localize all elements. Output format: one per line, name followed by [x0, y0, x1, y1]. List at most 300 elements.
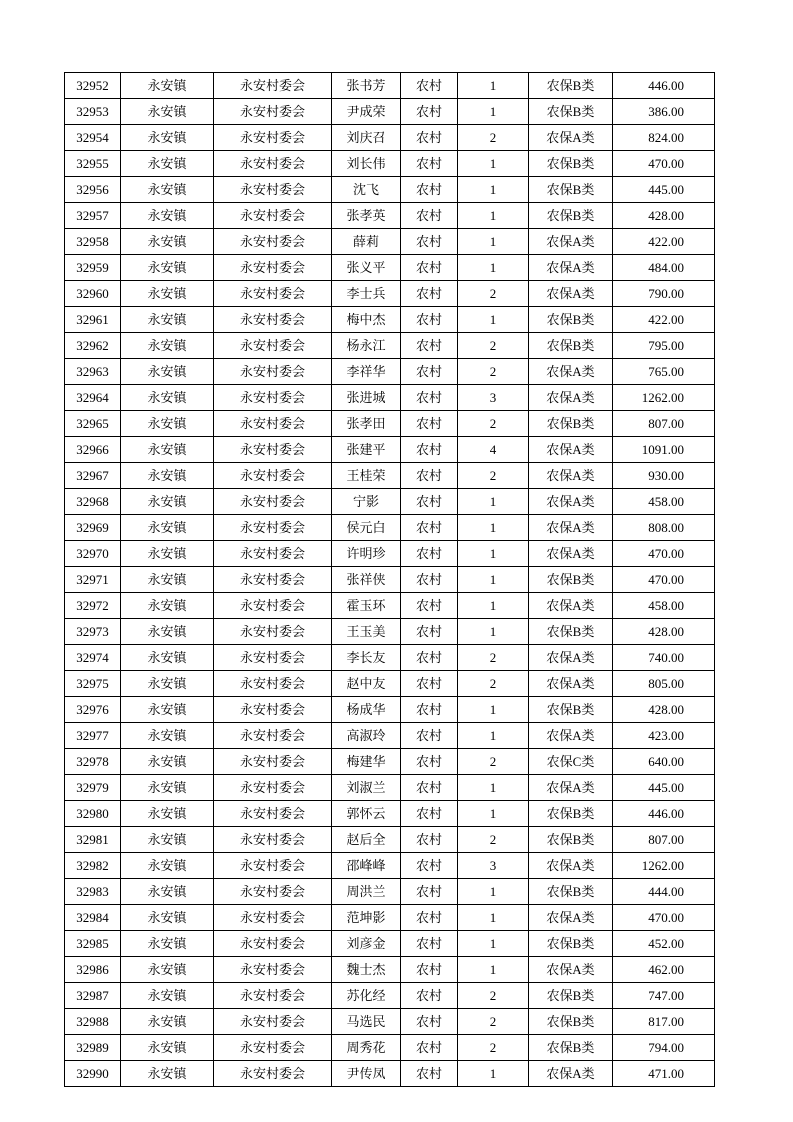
cell-id: 32967	[65, 463, 121, 489]
cell-amount: 817.00	[613, 1009, 715, 1035]
cell-id: 32985	[65, 931, 121, 957]
cell-name: 刘淑兰	[332, 775, 401, 801]
cell-village: 永安村委会	[214, 801, 332, 827]
cell-amount: 386.00	[613, 99, 715, 125]
cell-name: 刘长伟	[332, 151, 401, 177]
cell-id: 32990	[65, 1061, 121, 1087]
cell-category: 农保A类	[529, 775, 613, 801]
cell-count: 1	[458, 879, 529, 905]
cell-name: 宁影	[332, 489, 401, 515]
cell-count: 1	[458, 619, 529, 645]
cell-residence: 农村	[401, 905, 458, 931]
cell-id: 32958	[65, 229, 121, 255]
cell-amount: 445.00	[613, 177, 715, 203]
cell-village: 永安村委会	[214, 463, 332, 489]
cell-amount: 765.00	[613, 359, 715, 385]
cell-amount: 794.00	[613, 1035, 715, 1061]
cell-town: 永安镇	[121, 827, 214, 853]
cell-village: 永安村委会	[214, 749, 332, 775]
cell-name: 王玉美	[332, 619, 401, 645]
table-row	[65, 879, 715, 905]
cell-id: 32971	[65, 567, 121, 593]
cell-residence: 农村	[401, 853, 458, 879]
cell-town: 永安镇	[121, 697, 214, 723]
table-body	[65, 73, 715, 1087]
cell-name: 赵后全	[332, 827, 401, 853]
cell-residence: 农村	[401, 879, 458, 905]
cell-residence: 农村	[401, 1061, 458, 1087]
cell-village: 永安村委会	[214, 177, 332, 203]
cell-count: 1	[458, 1061, 529, 1087]
cell-town: 永安镇	[121, 99, 214, 125]
cell-amount: 807.00	[613, 827, 715, 853]
cell-village: 永安村委会	[214, 515, 332, 541]
cell-name: 魏士杰	[332, 957, 401, 983]
cell-amount: 428.00	[613, 619, 715, 645]
cell-id: 32964	[65, 385, 121, 411]
cell-count: 1	[458, 151, 529, 177]
cell-count: 1	[458, 99, 529, 125]
cell-count: 2	[458, 1009, 529, 1035]
cell-amount: 458.00	[613, 593, 715, 619]
cell-amount: 422.00	[613, 229, 715, 255]
table-row	[65, 255, 715, 281]
cell-count: 1	[458, 567, 529, 593]
cell-name: 杨永江	[332, 333, 401, 359]
cell-name: 苏化经	[332, 983, 401, 1009]
cell-category: 农保B类	[529, 151, 613, 177]
cell-amount: 470.00	[613, 567, 715, 593]
cell-town: 永安镇	[121, 333, 214, 359]
cell-village: 永安村委会	[214, 931, 332, 957]
cell-id: 32976	[65, 697, 121, 723]
cell-town: 永安镇	[121, 125, 214, 151]
cell-amount: 428.00	[613, 697, 715, 723]
cell-name: 张孝英	[332, 203, 401, 229]
cell-category: 农保A类	[529, 255, 613, 281]
cell-amount: 640.00	[613, 749, 715, 775]
cell-amount: 824.00	[613, 125, 715, 151]
cell-category: 农保A类	[529, 905, 613, 931]
cell-count: 2	[458, 983, 529, 1009]
cell-amount: 428.00	[613, 203, 715, 229]
cell-category: 农保B类	[529, 99, 613, 125]
cell-village: 永安村委会	[214, 125, 332, 151]
cell-category: 农保B类	[529, 567, 613, 593]
cell-count: 2	[458, 463, 529, 489]
cell-id: 32962	[65, 333, 121, 359]
cell-residence: 农村	[401, 489, 458, 515]
cell-name: 张建平	[332, 437, 401, 463]
cell-category: 农保B类	[529, 619, 613, 645]
cell-amount: 790.00	[613, 281, 715, 307]
cell-residence: 农村	[401, 515, 458, 541]
cell-id: 32988	[65, 1009, 121, 1035]
cell-residence: 农村	[401, 385, 458, 411]
cell-count: 2	[458, 645, 529, 671]
cell-residence: 农村	[401, 307, 458, 333]
cell-amount: 458.00	[613, 489, 715, 515]
cell-residence: 农村	[401, 931, 458, 957]
cell-town: 永安镇	[121, 645, 214, 671]
cell-count: 1	[458, 957, 529, 983]
cell-residence: 农村	[401, 775, 458, 801]
table-row	[65, 827, 715, 853]
cell-amount: 470.00	[613, 151, 715, 177]
cell-category: 农保B类	[529, 931, 613, 957]
table-row	[65, 1061, 715, 1087]
cell-id: 32953	[65, 99, 121, 125]
cell-name: 张义平	[332, 255, 401, 281]
cell-amount: 1262.00	[613, 385, 715, 411]
table-row	[65, 853, 715, 879]
cell-amount: 444.00	[613, 879, 715, 905]
table-row	[65, 1035, 715, 1061]
cell-town: 永安镇	[121, 359, 214, 385]
cell-id: 32957	[65, 203, 121, 229]
cell-id: 32970	[65, 541, 121, 567]
cell-count: 2	[458, 125, 529, 151]
table-row	[65, 177, 715, 203]
cell-category: 农保A类	[529, 593, 613, 619]
table-row	[65, 645, 715, 671]
cell-village: 永安村委会	[214, 333, 332, 359]
cell-village: 永安村委会	[214, 99, 332, 125]
cell-name: 高淑玲	[332, 723, 401, 749]
cell-count: 2	[458, 281, 529, 307]
cell-amount: 484.00	[613, 255, 715, 281]
cell-count: 2	[458, 827, 529, 853]
cell-town: 永安镇	[121, 229, 214, 255]
cell-amount: 1091.00	[613, 437, 715, 463]
cell-town: 永安镇	[121, 749, 214, 775]
cell-id: 32979	[65, 775, 121, 801]
cell-village: 永安村委会	[214, 541, 332, 567]
cell-town: 永安镇	[121, 385, 214, 411]
cell-category: 农保B类	[529, 879, 613, 905]
table-row	[65, 593, 715, 619]
cell-village: 永安村委会	[214, 203, 332, 229]
cell-count: 1	[458, 515, 529, 541]
table-row	[65, 931, 715, 957]
cell-category: 农保A类	[529, 723, 613, 749]
table-row	[65, 437, 715, 463]
cell-count: 1	[458, 307, 529, 333]
cell-residence: 农村	[401, 333, 458, 359]
cell-category: 农保B类	[529, 333, 613, 359]
cell-category: 农保A类	[529, 281, 613, 307]
cell-residence: 农村	[401, 723, 458, 749]
cell-town: 永安镇	[121, 775, 214, 801]
cell-category: 农保B类	[529, 73, 613, 99]
cell-count: 1	[458, 73, 529, 99]
cell-town: 永安镇	[121, 593, 214, 619]
cell-town: 永安镇	[121, 489, 214, 515]
cell-name: 郭怀云	[332, 801, 401, 827]
cell-amount: 452.00	[613, 931, 715, 957]
table-row	[65, 203, 715, 229]
cell-category: 农保B类	[529, 411, 613, 437]
cell-name: 周秀花	[332, 1035, 401, 1061]
cell-village: 永安村委会	[214, 73, 332, 99]
cell-town: 永安镇	[121, 619, 214, 645]
cell-count: 1	[458, 931, 529, 957]
table-row	[65, 723, 715, 749]
cell-name: 范坤影	[332, 905, 401, 931]
table-row	[65, 749, 715, 775]
cell-name: 梅建华	[332, 749, 401, 775]
cell-id: 32965	[65, 411, 121, 437]
cell-id: 32977	[65, 723, 121, 749]
cell-category: 农保A类	[529, 437, 613, 463]
cell-category: 农保B类	[529, 827, 613, 853]
cell-town: 永安镇	[121, 73, 214, 99]
cell-id: 32973	[65, 619, 121, 645]
cell-id: 32959	[65, 255, 121, 281]
cell-town: 永安镇	[121, 203, 214, 229]
cell-name: 李祥华	[332, 359, 401, 385]
cell-village: 永安村委会	[214, 359, 332, 385]
cell-residence: 农村	[401, 567, 458, 593]
cell-id: 32968	[65, 489, 121, 515]
cell-category: 农保C类	[529, 749, 613, 775]
cell-name: 张孝田	[332, 411, 401, 437]
table-row	[65, 983, 715, 1009]
cell-id: 32955	[65, 151, 121, 177]
cell-category: 农保A类	[529, 489, 613, 515]
table-row	[65, 619, 715, 645]
subsidy-table	[64, 72, 715, 1087]
cell-village: 永安村委会	[214, 307, 332, 333]
cell-name: 李长友	[332, 645, 401, 671]
cell-id: 32981	[65, 827, 121, 853]
cell-residence: 农村	[401, 749, 458, 775]
cell-town: 永安镇	[121, 983, 214, 1009]
cell-id: 32974	[65, 645, 121, 671]
cell-residence: 农村	[401, 177, 458, 203]
cell-name: 尹传凤	[332, 1061, 401, 1087]
cell-amount: 470.00	[613, 905, 715, 931]
cell-name: 许明珍	[332, 541, 401, 567]
cell-name: 沈飞	[332, 177, 401, 203]
cell-residence: 农村	[401, 1035, 458, 1061]
cell-category: 农保A类	[529, 385, 613, 411]
cell-id: 32983	[65, 879, 121, 905]
cell-id: 32956	[65, 177, 121, 203]
cell-id: 32978	[65, 749, 121, 775]
cell-count: 2	[458, 359, 529, 385]
cell-category: 农保A类	[529, 957, 613, 983]
cell-category: 农保A类	[529, 645, 613, 671]
cell-village: 永安村委会	[214, 593, 332, 619]
cell-category: 农保A类	[529, 515, 613, 541]
cell-amount: 471.00	[613, 1061, 715, 1087]
cell-count: 2	[458, 411, 529, 437]
table-row	[65, 99, 715, 125]
cell-id: 32986	[65, 957, 121, 983]
cell-id: 32963	[65, 359, 121, 385]
cell-category: 农保A类	[529, 853, 613, 879]
cell-village: 永安村委会	[214, 957, 332, 983]
cell-name: 张进城	[332, 385, 401, 411]
cell-village: 永安村委会	[214, 983, 332, 1009]
cell-town: 永安镇	[121, 515, 214, 541]
cell-id: 32966	[65, 437, 121, 463]
cell-amount: 462.00	[613, 957, 715, 983]
cell-name: 刘庆召	[332, 125, 401, 151]
cell-village: 永安村委会	[214, 385, 332, 411]
cell-id: 32987	[65, 983, 121, 1009]
cell-category: 农保B类	[529, 983, 613, 1009]
cell-town: 永安镇	[121, 411, 214, 437]
cell-count: 3	[458, 853, 529, 879]
cell-category: 农保B类	[529, 1035, 613, 1061]
cell-village: 永安村委会	[214, 905, 332, 931]
cell-name: 尹成荣	[332, 99, 401, 125]
cell-id: 32961	[65, 307, 121, 333]
cell-id: 32954	[65, 125, 121, 151]
cell-name: 刘彦金	[332, 931, 401, 957]
cell-name: 张祥侠	[332, 567, 401, 593]
cell-name: 杨成华	[332, 697, 401, 723]
cell-name: 张书芳	[332, 73, 401, 99]
cell-name: 李士兵	[332, 281, 401, 307]
table-row	[65, 229, 715, 255]
table-row	[65, 567, 715, 593]
cell-amount: 422.00	[613, 307, 715, 333]
cell-id: 32982	[65, 853, 121, 879]
cell-village: 永安村委会	[214, 151, 332, 177]
cell-village: 永安村委会	[214, 1035, 332, 1061]
table-row	[65, 515, 715, 541]
cell-town: 永安镇	[121, 801, 214, 827]
cell-residence: 农村	[401, 957, 458, 983]
cell-category: 农保B类	[529, 1009, 613, 1035]
table-row	[65, 801, 715, 827]
cell-village: 永安村委会	[214, 645, 332, 671]
cell-category: 农保A类	[529, 671, 613, 697]
cell-id: 32989	[65, 1035, 121, 1061]
cell-name: 梅中杰	[332, 307, 401, 333]
cell-amount: 805.00	[613, 671, 715, 697]
table-row	[65, 333, 715, 359]
cell-count: 1	[458, 489, 529, 515]
cell-name: 王桂荣	[332, 463, 401, 489]
cell-residence: 农村	[401, 801, 458, 827]
cell-amount: 740.00	[613, 645, 715, 671]
cell-town: 永安镇	[121, 931, 214, 957]
cell-name: 侯元白	[332, 515, 401, 541]
cell-village: 永安村委会	[214, 411, 332, 437]
cell-town: 永安镇	[121, 1009, 214, 1035]
cell-village: 永安村委会	[214, 255, 332, 281]
cell-category: 农保B类	[529, 697, 613, 723]
cell-category: 农保A类	[529, 359, 613, 385]
cell-count: 3	[458, 385, 529, 411]
cell-count: 1	[458, 541, 529, 567]
cell-amount: 747.00	[613, 983, 715, 1009]
cell-residence: 农村	[401, 125, 458, 151]
cell-town: 永安镇	[121, 853, 214, 879]
cell-residence: 农村	[401, 73, 458, 99]
cell-amount: 446.00	[613, 73, 715, 99]
cell-residence: 农村	[401, 1009, 458, 1035]
table-row	[65, 671, 715, 697]
cell-village: 永安村委会	[214, 1061, 332, 1087]
cell-amount: 445.00	[613, 775, 715, 801]
cell-residence: 农村	[401, 541, 458, 567]
table-row	[65, 125, 715, 151]
table-row	[65, 359, 715, 385]
cell-id: 32972	[65, 593, 121, 619]
cell-amount: 423.00	[613, 723, 715, 749]
cell-category: 农保A类	[529, 463, 613, 489]
cell-village: 永安村委会	[214, 229, 332, 255]
table-row	[65, 905, 715, 931]
cell-residence: 农村	[401, 697, 458, 723]
cell-town: 永安镇	[121, 541, 214, 567]
cell-town: 永安镇	[121, 255, 214, 281]
table-row	[65, 73, 715, 99]
cell-town: 永安镇	[121, 1035, 214, 1061]
cell-id: 32952	[65, 73, 121, 99]
cell-category: 农保A类	[529, 125, 613, 151]
cell-amount: 795.00	[613, 333, 715, 359]
cell-town: 永安镇	[121, 281, 214, 307]
cell-count: 1	[458, 593, 529, 619]
cell-category: 农保A类	[529, 541, 613, 567]
cell-village: 永安村委会	[214, 775, 332, 801]
cell-count: 1	[458, 203, 529, 229]
cell-town: 永安镇	[121, 177, 214, 203]
cell-town: 永安镇	[121, 671, 214, 697]
cell-residence: 农村	[401, 593, 458, 619]
table-row	[65, 1009, 715, 1035]
cell-residence: 农村	[401, 645, 458, 671]
cell-name: 赵中友	[332, 671, 401, 697]
cell-town: 永安镇	[121, 437, 214, 463]
cell-amount: 807.00	[613, 411, 715, 437]
cell-village: 永安村委会	[214, 879, 332, 905]
cell-count: 1	[458, 229, 529, 255]
table-row	[65, 385, 715, 411]
cell-residence: 农村	[401, 281, 458, 307]
cell-residence: 农村	[401, 203, 458, 229]
cell-category: 农保B类	[529, 177, 613, 203]
cell-category: 农保B类	[529, 203, 613, 229]
cell-amount: 1262.00	[613, 853, 715, 879]
cell-village: 永安村委会	[214, 1009, 332, 1035]
cell-count: 2	[458, 749, 529, 775]
table-row	[65, 489, 715, 515]
cell-amount: 808.00	[613, 515, 715, 541]
cell-count: 4	[458, 437, 529, 463]
cell-amount: 470.00	[613, 541, 715, 567]
cell-town: 永安镇	[121, 723, 214, 749]
table-row	[65, 775, 715, 801]
cell-town: 永安镇	[121, 307, 214, 333]
cell-category: 农保B类	[529, 307, 613, 333]
cell-residence: 农村	[401, 411, 458, 437]
cell-village: 永安村委会	[214, 619, 332, 645]
cell-town: 永安镇	[121, 879, 214, 905]
cell-residence: 农村	[401, 359, 458, 385]
cell-village: 永安村委会	[214, 853, 332, 879]
cell-residence: 农村	[401, 151, 458, 177]
cell-town: 永安镇	[121, 567, 214, 593]
cell-town: 永安镇	[121, 957, 214, 983]
cell-village: 永安村委会	[214, 437, 332, 463]
